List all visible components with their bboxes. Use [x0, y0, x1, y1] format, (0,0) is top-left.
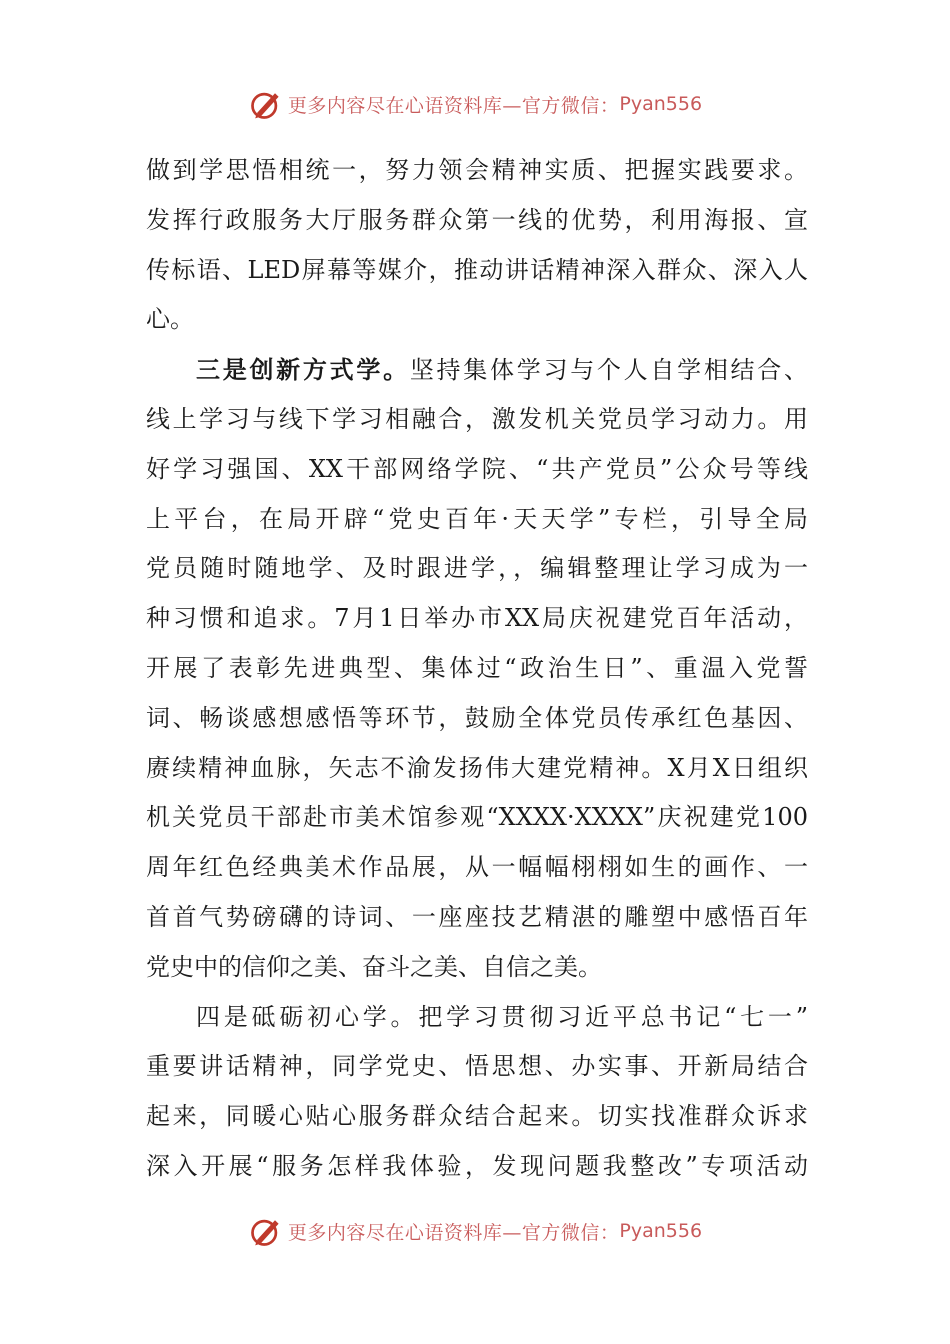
text-line: 党史中的信仰之美、奋斗之美、自信之美。	[146, 952, 602, 981]
header-wechat-handle: Pyan556	[619, 93, 703, 115]
pen-logo-icon	[248, 86, 284, 122]
footer-wechat-handle: Pyan556	[619, 1220, 703, 1242]
text-line: 好学习强国、XX干部网络学院、“共产党员”公众号等线	[146, 454, 808, 483]
page-footer	[0, 1211, 950, 1251]
section-three-heading: 三是创新方式学。	[196, 355, 410, 385]
text-line: 发挥行政服务大厅服务群众第一线的优势，利用海报、宣	[146, 205, 808, 234]
text-line: 种习惯和追求。7月1日举办市XX局庆祝建党百年活动，	[146, 604, 808, 633]
text-line: 赓续精神血脉，矢志不渝发扬伟大建党精神。X月X日组织	[146, 753, 808, 782]
page-header	[0, 84, 950, 124]
text-line: 做到学思悟相统一，努力领会精神实质、把握实践要求。	[146, 156, 808, 184]
section-three-first-line	[146, 345, 808, 395]
text-line: 周年红色经典美术作品展，从一幅幅栩栩如生的画作、一	[146, 853, 808, 882]
text-line: 首首气势磅礴的诗词、一座座技艺精湛的雕塑中感悟百年	[146, 902, 808, 931]
text-line: 词、畅谈感想感悟等环节，鼓励全体党员传承红色基因、	[146, 703, 808, 732]
text-line: 重要讲话精神，同学党史、悟思想、办实事、开新局结合	[146, 1052, 808, 1081]
section-three-text: 坚持集体学习与个人自学相结合、	[409, 356, 808, 385]
text-line: 传标语、LED屏幕等媒介，推动讲话精神深入群众、深入人	[146, 255, 808, 284]
text-line: 线上学习与线下学习相融合，激发机关党员学习动力。用	[146, 404, 808, 433]
text-line: 上平台，在局开辟“党史百年·天天学”专栏，引导全局	[146, 504, 808, 533]
section-four-first-line: 四是砥砺初心学。把学习贯彻习近平总书记“七一”	[196, 1002, 808, 1031]
text-line: 心。	[146, 305, 194, 334]
text-line: 机关党员干部赴市美术馆参观“XXXX·XXXX”庆祝建党100	[146, 803, 808, 832]
text-line: 深入开展“服务怎样我体验，发现问题我整改”专项活动	[146, 1151, 808, 1180]
text-line: 开展了表彰先进典型、集体过“政治生日”、重温入党誓	[146, 653, 808, 682]
header-text: 更多内容尽在心语资料库—官方微信：	[287, 94, 620, 117]
body-text	[146, 146, 808, 1192]
text-line: 起来，同暖心贴心服务群众结合起来。切实找准群众诉求	[146, 1102, 808, 1131]
pen-logo-icon	[248, 1213, 284, 1249]
footer-text: 更多内容尽在心语资料库—官方微信：	[287, 1221, 620, 1244]
text-line: 党员随时随地学、及时跟进学，，编辑整理让学习成为一	[146, 554, 808, 583]
